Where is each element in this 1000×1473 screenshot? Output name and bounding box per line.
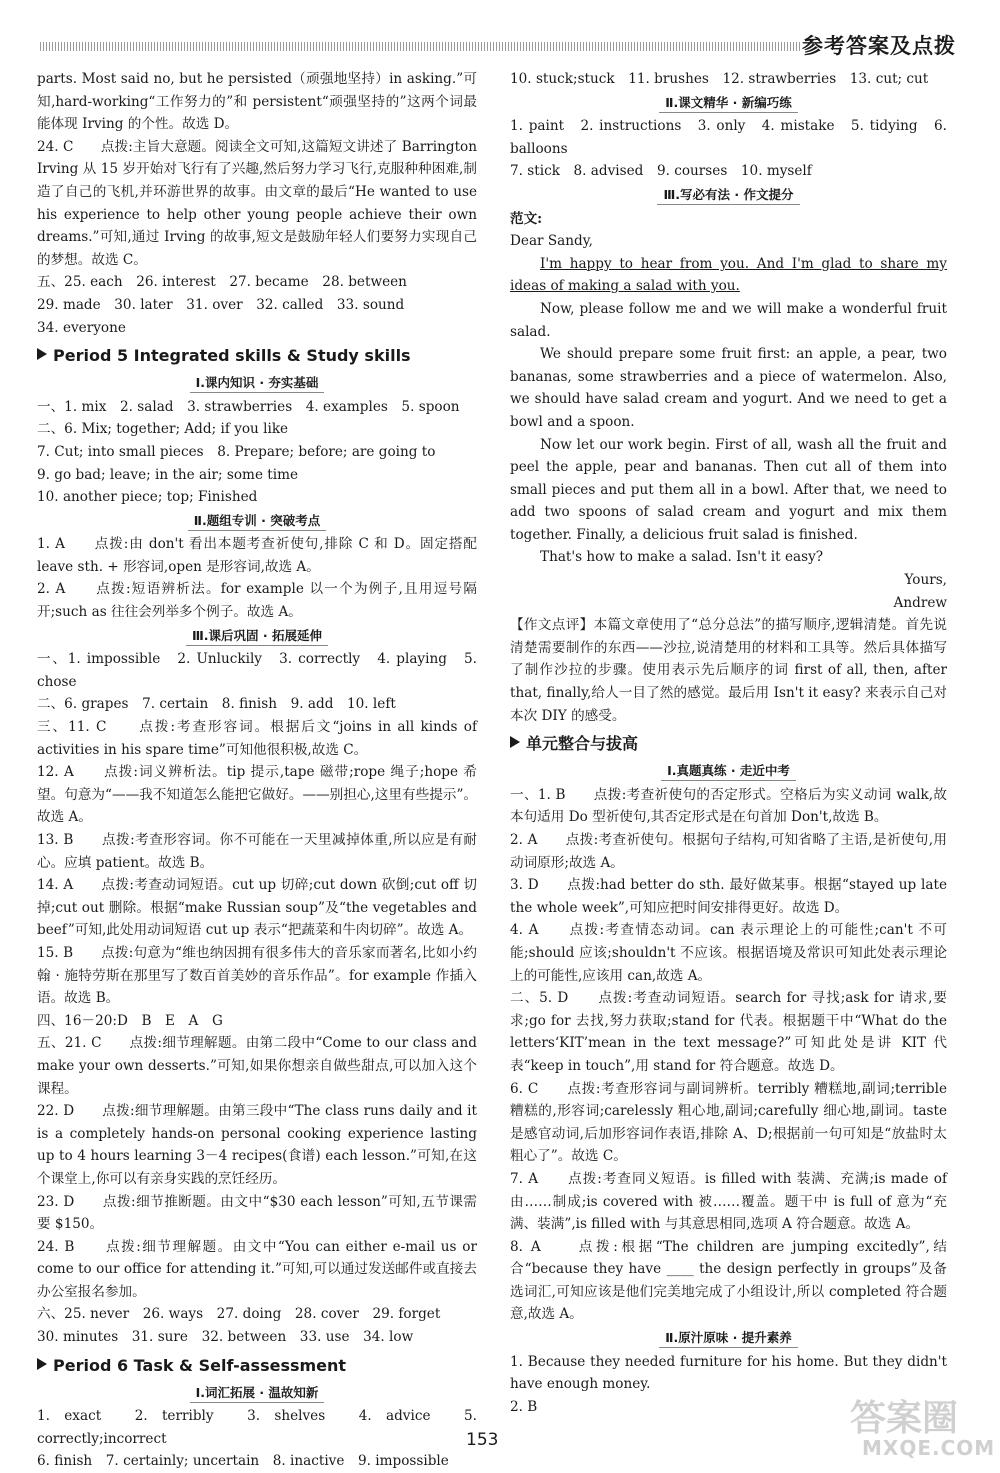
essay-signature: Andrew [893, 594, 947, 611]
left-column [37, 68, 477, 1473]
answer-line: 六、25. never 26. ways 27. doing 28. cover 29. forget [37, 1306, 441, 1323]
answer-line: 10. another piece; top; Finished [37, 489, 258, 506]
watermark-url: MXQE.COM [862, 1436, 996, 1460]
answer-line: 23. D 点拨:细节推断题。由文中“$30 each lesson”可知,五节课需要 $150。 [37, 1193, 477, 1233]
answer-line: 7. A 点拨:考查同义短语。is filled with 装满、充满;is made of 由……制成;is covered with 被……覆盖。题干中 is full of 意为“充满、装满”,is filled with 与其意思相同,选项 A 符合题意。故选 A。 [510, 1170, 947, 1233]
answer-line: 6. C 点拨:考查形容词与副词辨析。terribly 糟糕地,副词;terrible 糟糕的,形容词;carelessly 粗心地,副词;carefully 细心地,副词。taste 是感官动词,后加形容词作表语,排除 A、D;根据前一句可知是“放盐时太粗心了”。故选 C。 [510, 1080, 947, 1165]
essay-paragraph: We should prepare some fruit first: an apple, a pear, two bananas, some strawberries and a piece of watermelon. Also, we should have salad cream and yogurt. And we need to get a bowl and a spoon. [510, 346, 947, 430]
right-column [510, 68, 947, 1418]
answer-line: 3. D 点拨:had better do sth. 最好做某事。根据“stayed up late the whole week”,可知应把时间安排得更好。故选 D。 [510, 877, 947, 916]
answer-line: 13. B 点拨:考查形容词。你不可能在一天里减掉体重,所以应是有耐心。应填 patient。故选 B。 [37, 832, 477, 871]
answer-line: 6. finish 7. certainly; uncertain 8. inactive 9. impossible [37, 1453, 449, 1470]
answer-line: 一、1. impossible 2. Unluckily 3. correctly 4. playing 5. chose [37, 651, 477, 690]
answer-line: 22. D 点拨:细节理解题。由第三段中“The class runs daily and it is a completely hands-on personal cooking experience lasting up to 4 hours learning 3－4 recipes(食谱) each lesson.”可知,在这个课堂上,你可以有亲身实践的烹饪经历。 [37, 1103, 477, 1187]
answer-line: 三、11. C 点拨:考查形容词。根据后文“joins in all kinds of activities in his spare time”可知他很积极,故选 C。 [37, 719, 477, 758]
triangle-icon [37, 1358, 47, 1370]
page-header-title: 参考答案及点拨 [802, 34, 956, 58]
answer-line: 7. Cut; into small pieces 8. Prepare; before; are going to [37, 443, 436, 460]
answer-line: 二、5. D 点拨:考查动词短语。search for 寻找;ask for 请求,要求;go for 去找,努力获取;stand for 代表。根据题干中“What do the letters‘KIT’mean in the text message?”可知此处是讲 KIT 代表“keep in touch”,用 stand for 符合题意。故选 D。 [510, 990, 947, 1074]
answer-line: 五、21. C 点拨:细节理解题。由第二段中“Come to our class and make your own desserts.”可知,如果你想亲自做些甜点,可以加入这个课程。 [37, 1035, 477, 1097]
essay-paragraph: Now, please follow me and we will make a wonderful fruit salad. [510, 300, 947, 340]
header-rule [40, 42, 800, 51]
answer-line: 8. A 点拨:根据“The children are jumping excitedly”,结合“because they have ____ the design perfectly in groups”及备选词汇,可知应该是他们完美地完成了小组设计,所以 completed 符合题意,故选 A。 [510, 1238, 947, 1323]
page-number: 153 [466, 1430, 499, 1450]
period5-title: Period 5 Integrated skills & Study skills [37, 341, 477, 371]
answer-line: 34. everyone [37, 319, 126, 336]
answer-line: 9. go bad; leave; in the air; some time [37, 466, 299, 483]
essay-label: 范文: [510, 210, 543, 227]
watermark-text: 答案圈 [850, 1398, 959, 1439]
answer-line: 24. B 点拨:细节理解题。由文中“You can either e-mail us or come to our office for attending it.”可知,可以通过发送邮件或直接去办公室报名参加。 [37, 1238, 477, 1300]
answer-line: 2. A 点拨:短语辨析法。for example 以一个为例子,且用逗号隔开;such as 往往会列举多个例子。故选 A。 [37, 581, 477, 621]
unit-title: 单元整合与拔高 [510, 729, 947, 759]
triangle-icon [37, 348, 47, 360]
answer-line: 一、1. mix 2. salad 3. strawberries 4. examples 5. spoon [37, 398, 460, 415]
answer-line: 1. A 点拨:由 don't 看出本题考查祈使句,排除 C 和 D。固定搭配 leave sth. + 形容词,open 是形容词,故选 A。 [37, 536, 477, 575]
answer-line: 二、6. Mix; together; Add; if you like [37, 421, 289, 438]
answer-line: 29. made 30. later 31. over 32. called 33. sound [37, 296, 405, 313]
answer-line: 10. stuck;stuck 11. brushes 12. strawberries 13. cut; cut [510, 71, 929, 87]
section-heading: Ⅰ.真题真练 · 走近中考 [510, 760, 947, 783]
section-heading: Ⅱ.题组专训 · 突破考点 [37, 510, 477, 533]
section-heading: Ⅰ.词汇拓展 · 温故知新 [37, 1382, 477, 1405]
answer-line: 四、16－20:D B E A G [37, 1012, 223, 1029]
answer-line: 4. A 点拨:考查情态动词。can 表示理论上的可能性;can't 不可能;should 应该;shouldn't 不应该。根据语境及常识可知此处表示理论上的可能性,应该用 can,故选 A。 [510, 922, 947, 984]
triangle-icon [510, 736, 520, 748]
essay-greeting: Dear Sandy, [510, 233, 593, 250]
answer-line: 一、1. B 点拨:考查祈使句的否定形式。空格后为实义动词 walk,故本句适用 Do 型祈使句,其否定形式是在句首加 Don't,故选 B。 [510, 786, 947, 826]
answer-line: 2. A 点拨:考查祈使句。根据句子结构,可知省略了主语,是祈使句,用动词原形;故选 A。 [510, 832, 947, 871]
section-heading: Ⅲ.课后巩固 · 拓展延伸 [37, 625, 477, 648]
answer-line: parts. Most said no, but he persisted（顽强地坚持）in asking.”可知,hard-working“工作努力的”和 persistent“顽强坚持的”这两个词最能体现 Irving 的个性。故选 D。 [37, 71, 477, 133]
section-heading: Ⅱ.原汁原味 · 提升素养 [510, 1327, 947, 1350]
answer-line: 30. minutes 31. sure 32. between 33. use 34. low [37, 1329, 414, 1346]
answer-line: 14. A 点拨:考查动词短语。cut up 切碎;cut down 砍倒;cut off 切掉;cut out 删除。根据“make Russian soup”及“the vegetables and beef”可知,此处用动词短语 cut up 表示“把蔬菜和牛肉切碎”。故选 A。 [37, 877, 477, 939]
period6-title: Period 6 Task & Self-assessment [37, 1351, 477, 1381]
answer-line: 1. paint 2. instructions 3. only 4. mistake 5. tidying 6. balloons [510, 118, 947, 157]
section-heading: Ⅱ.课文精华 · 新编巧练 [510, 92, 947, 115]
answer-line: 15. B 点拨:句意为“维也纳因拥有很多伟大的音乐家而著名,比如小约翰 · 施特劳斯在那里写了数百首美妙的音乐作品”。for example 作插入语。故选 B。 [37, 944, 477, 1007]
essay-comment: 【作文点评】本篇文章使用了“总分总法”的描写顺序,逻辑清楚。首先说清楚需要制作的东西——沙拉,说清楚用的材料和工具等。然后具体描写了制作沙拉的步骤。使用表示先后顺序的词 first of all, then, after that, finally,给人一目了然的感觉。最后用 Isn't it easy? 来表示自己对本次 DIY 的感受。 [510, 617, 947, 724]
essay-paragraph: That's how to make a salad. Isn't it easy? [540, 549, 824, 566]
section-heading: Ⅰ.课内知识 · 夯实基础 [37, 372, 477, 395]
watermark-logo [832, 1390, 996, 1465]
answer-line: 五、25. each 26. interest 27. became 28. between [37, 274, 407, 291]
answer-line: 24. C 点拨:主旨大意题。阅读全文可知,这篇短文讲述了 Barrington Irving 从 15 岁开始对飞行有了兴趣,然后努力学习飞行,克服种种困难,制造了自己的飞机,并环游世界的故事。由文章的最后“He wanted to use his experience to help other young people achieve their own dreams.”可知,通过 Irving 的故事,短文是鼓励年轻人们要努力实现自己的梦想。故选 C。 [37, 138, 477, 268]
essay-paragraph: I'm happy to hear from you. And I'm glad to share my ideas of making a salad with you. [510, 255, 947, 295]
answer-line: 12. A 点拨:词义辨析法。tip 提示,tape 磁带;rope 绳子;hope 希望。句意为“——我不知道怎么能把它做好。——别担心,这里有些提示”。故选 A。 [37, 764, 477, 826]
answer-line: 2. B [510, 1398, 538, 1415]
essay-paragraph: Now let our work begin. First of all, wash all the fruit and peel the apple, pear and bananas. Then cut all of them into small pieces and put them all in a bowl. After that, we need to add two spoons of salad cream and yogurt and mix them together. Finally, a delicious fruit salad is finished. [510, 436, 947, 543]
answer-line: 二、6. grapes 7. certain 8. finish 9. add 10. left [37, 696, 396, 713]
section-heading: Ⅲ.写必有法 · 作文提分 [510, 184, 947, 207]
answer-line: 7. stick 8. advised 9. courses 10. myself [510, 163, 812, 180]
answer-line: 1. exact 2. terribly 3. shelves 4. advice 5. correctly;incorrect [37, 1408, 477, 1447]
essay-closing: Yours, [904, 572, 947, 589]
answer-line: 1. Because they needed furniture for his home. But they didn't have enough money. [510, 1353, 947, 1393]
